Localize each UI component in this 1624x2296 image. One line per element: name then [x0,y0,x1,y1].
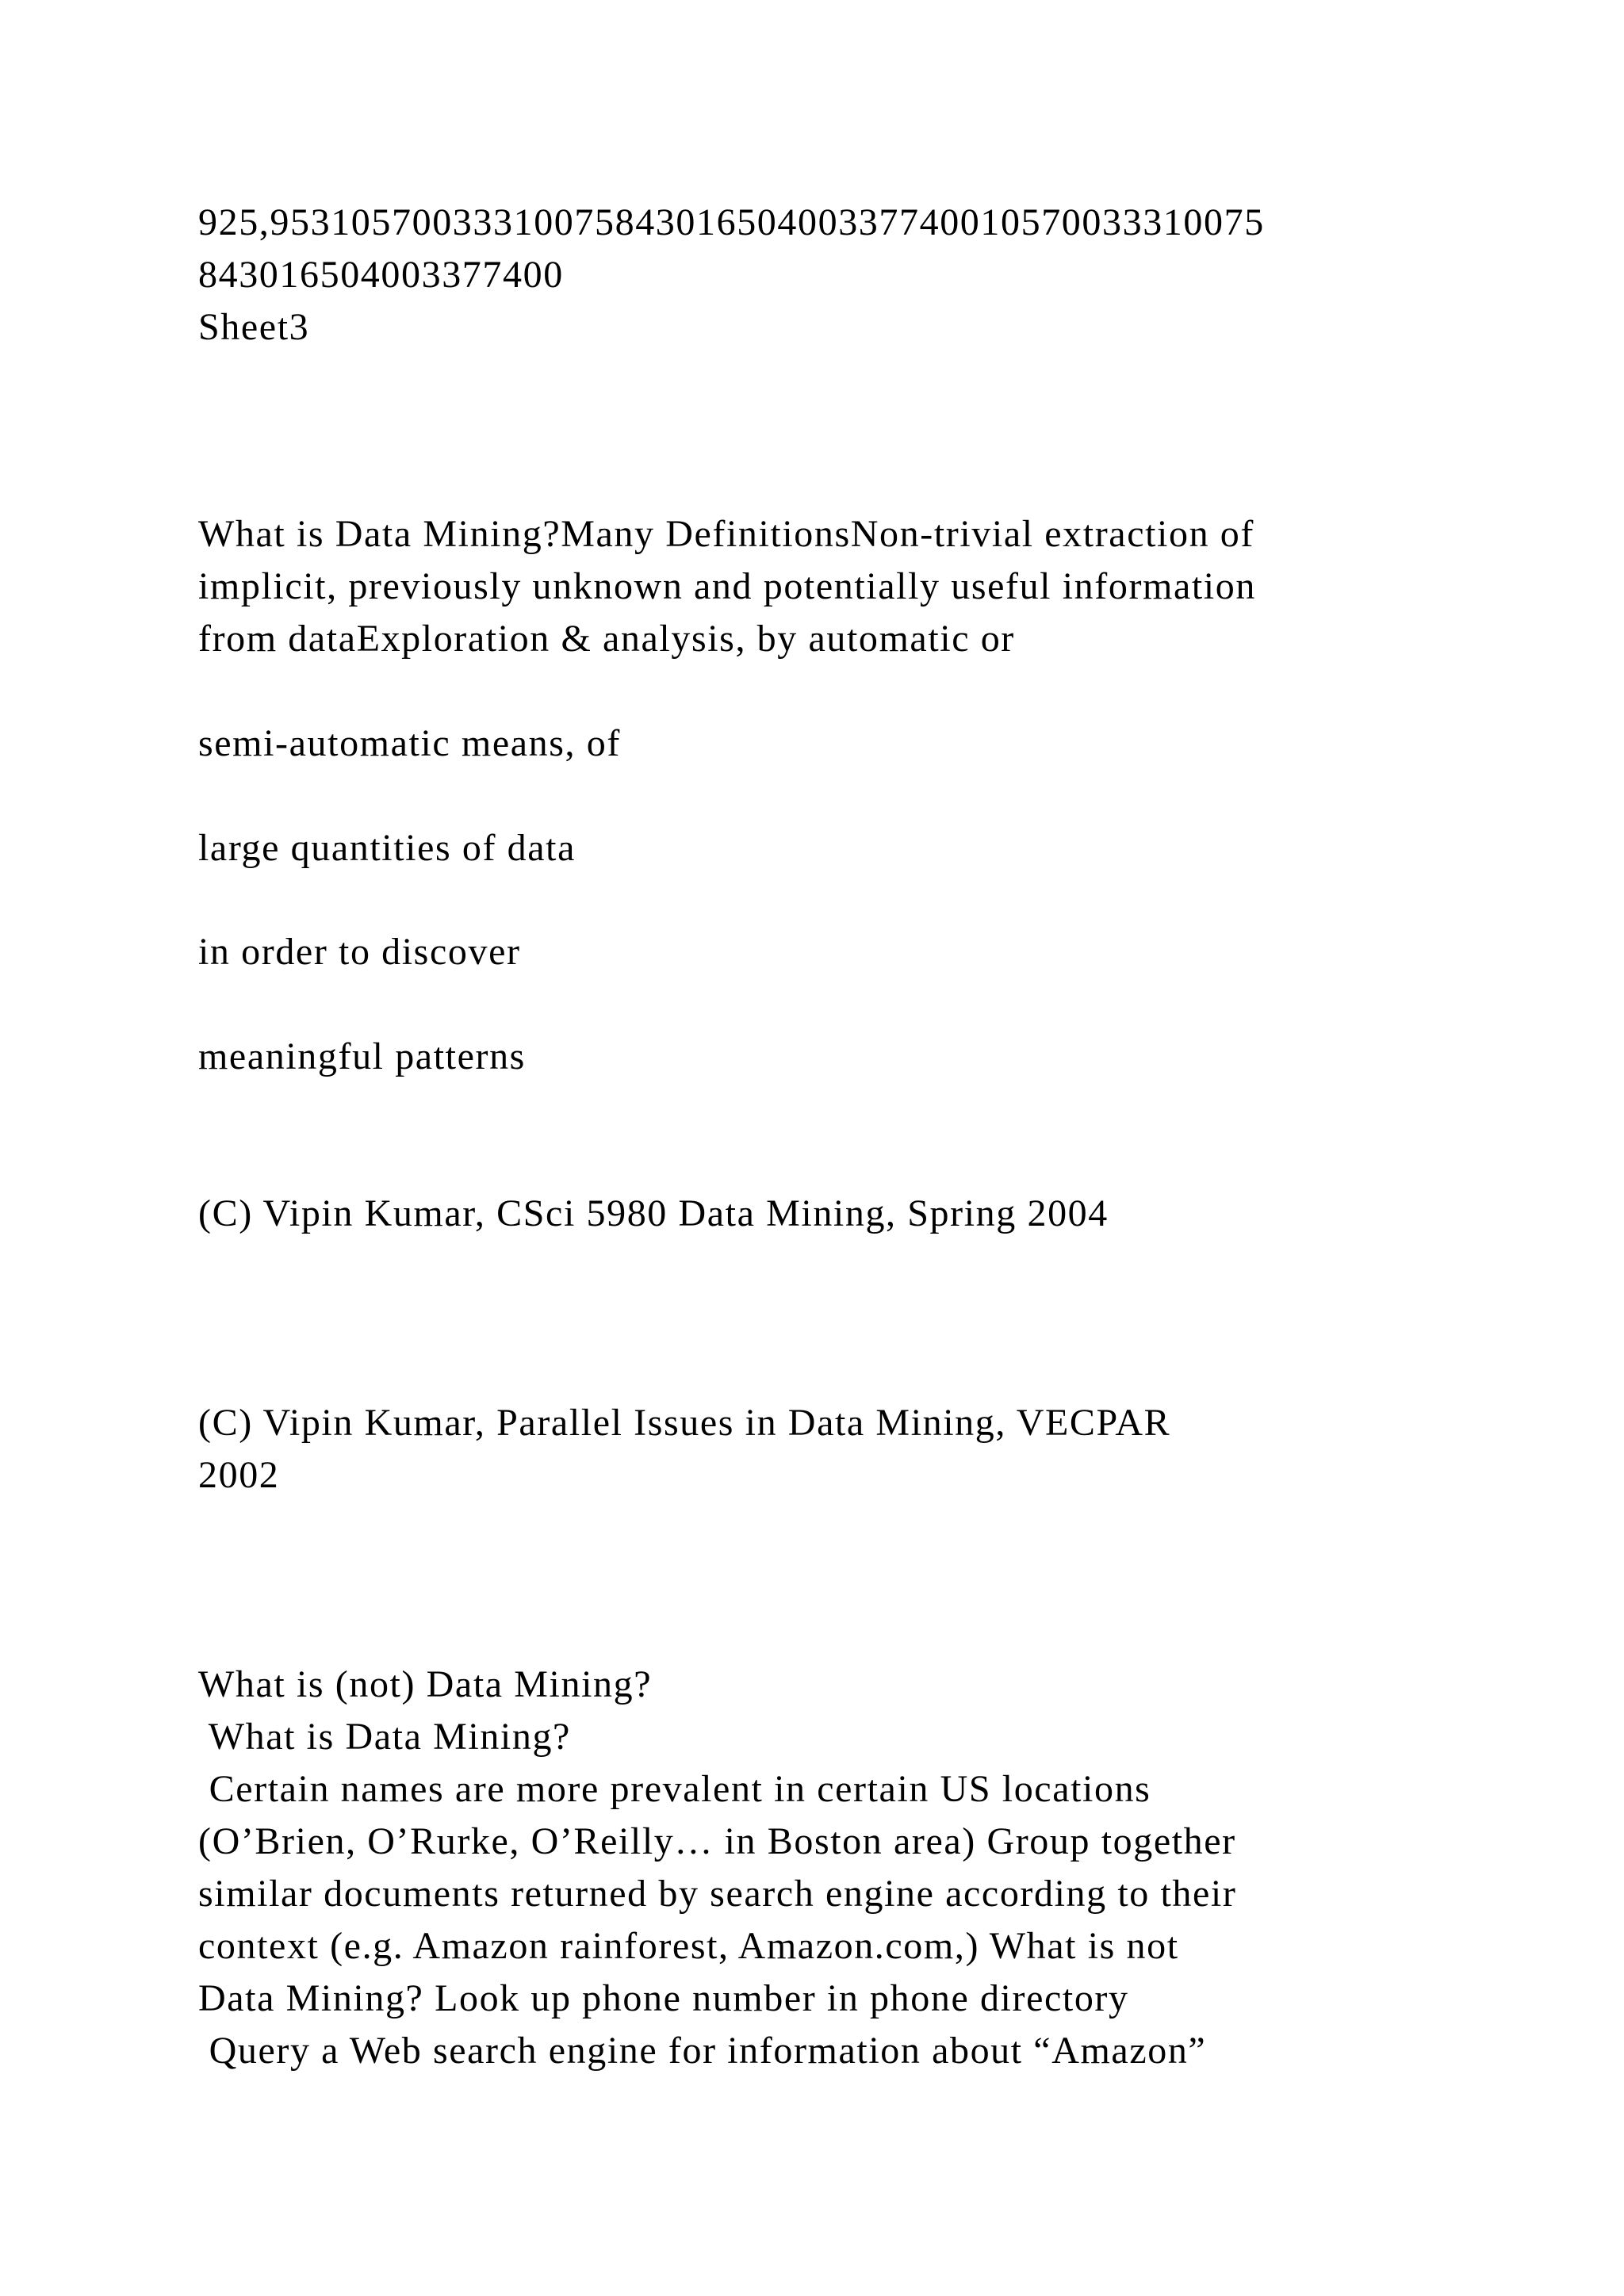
fragment-discover: in order to discover [198,931,521,973]
sheet-label: Sheet3 [198,306,310,348]
body-line-5: Data Mining? Look up phone number in phone directory [198,1977,1129,2019]
definition-line-1: What is Data Mining?Many DefinitionsNon-trivial extraction of [198,513,1254,555]
credit-line-vecpar: (C) Vipin Kumar, Parallel Issues in Data Mining, VECPAR [198,1402,1171,1444]
body-line-1: Certain names are more prevalent in certain US locations [198,1768,1151,1810]
fragment-patterns: meaningful patterns [198,1035,526,1077]
header-number-line-1: 925,9531057003331007584301650400337740010570033310075 [198,201,1265,243]
body-line-4: context (e.g. Amazon rainforest, Amazon.com,) What is not [198,1925,1179,1967]
body-line-3: similar documents returned by search engine according to their [198,1873,1237,1915]
header-number-line-2: 843016504003377400 [198,254,564,296]
definition-line-2: implicit, previously unknown and potentially useful information [198,565,1256,607]
body-line-6: Query a Web search engine for information about “Amazon” [198,2030,1207,2072]
fragment-semi-automatic: semi-automatic means, of [198,722,621,764]
credit-line-spring-2004: (C) Vipin Kumar, CSci 5980 Data Mining, Spring 2004 [198,1192,1109,1234]
fragment-large-quantities: large quantities of data [198,827,576,869]
body-line-2: (O’Brien, O’Rurke, O’Reilly… in Boston area) Group together [198,1820,1236,1862]
bullet-what-is-data-mining: What is Data Mining? [198,1716,571,1758]
definition-line-3: from dataExploration & analysis, by automatic or [198,618,1015,660]
section-heading-not-data-mining: What is (not) Data Mining? [198,1663,653,1705]
credit-line-vecpar-year: 2002 [198,1454,280,1496]
